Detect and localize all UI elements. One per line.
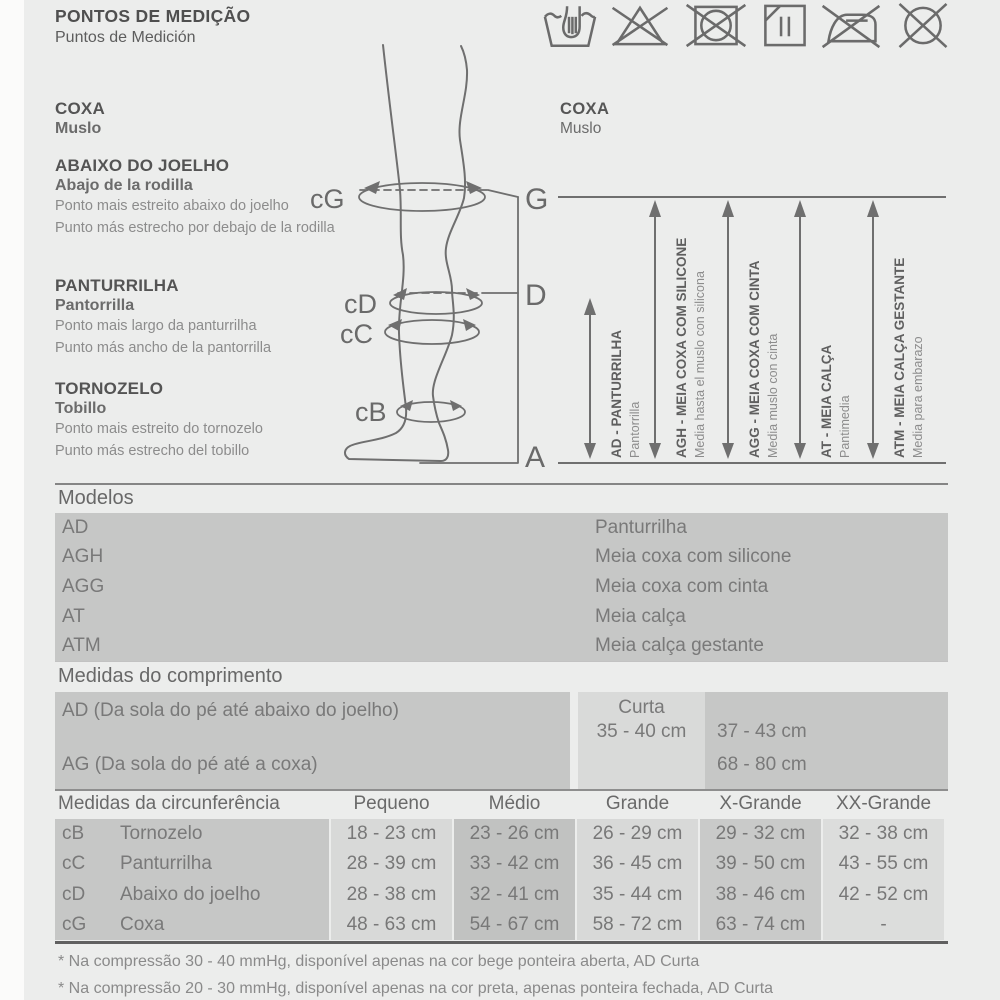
circ-value: 42 - 52 cm [838,883,929,905]
label-cg: cG [310,184,345,214]
circ-row-label [55,819,329,849]
circ-row-label [55,910,329,940]
circ-value: 32 - 38 cm [838,823,929,845]
circ-value: - [880,913,887,935]
right-coxa-subtitle: Muslo [560,120,602,137]
size-header-xgrande: X-Grande [719,793,802,814]
page-title: PONTOS DE MEDIÇÃO [55,6,251,26]
circ-value: 48 - 63 cm [346,913,437,935]
footnote-1: * Na compressão 30 - 40 mmHg, disponível apenas na cor bege ponteira aberta, AD Curta [58,953,700,970]
model-row [55,513,948,543]
model-row [55,602,948,632]
ellipse-arrowheads [364,181,482,411]
page-edge [0,0,24,1000]
right-coxa-title: COXA [560,100,610,118]
divider-modelos [55,483,948,485]
page-header [55,6,250,47]
modelos-title: Modelos [58,487,134,509]
size-header-xxgrande: XX-Grande [835,793,932,814]
divider-comprimento [55,661,948,662]
circumference-labels-column [55,819,329,940]
size-column-grande [577,819,698,940]
point-title: TORNOZELO [55,379,164,398]
model-code: AT [62,605,85,627]
arrow-label-ad: AD - PANTURRILHA [609,330,624,458]
circ-value: 26 - 29 cm [592,823,683,845]
model-row [55,543,948,573]
point-title: PANTURRILHA [55,276,179,295]
circ-name: Coxa [120,913,165,935]
label-cc: cC [340,319,373,349]
divider-bottom [55,941,948,944]
label-cb: cB [355,397,387,427]
circ-value: 54 - 67 cm [469,913,560,935]
footnotes [58,948,773,1000]
circunferencia-title: Medidas da circunferência [58,793,280,814]
circ-code: cG [62,913,87,935]
point-abaixo-joelho [55,156,335,239]
point-tornozelo [55,379,335,462]
letter-d: D [525,279,547,312]
circ-row-label [55,849,329,879]
circ-value: 63 - 74 cm [715,913,806,935]
model-row [55,572,948,602]
model-arrows-diagram [556,185,948,477]
arrow-sublabel-agh: Media hasta el muslo con silicona [693,271,707,458]
circ-value: 18 - 23 cm [346,823,437,845]
arrow-sublabel-atm: Media para embarazo [911,336,925,458]
circ-code: cB [62,823,85,845]
point-desc-es: Punto más ancho de la pantorrilla [55,339,272,356]
point-title: COXA [55,99,105,118]
length-labels-cell [55,692,570,789]
circ-name: Panturrilha [120,853,212,875]
model-name: Meia coxa com silicone [595,546,792,568]
model-code: AD [62,516,89,538]
circ-value: 28 - 39 cm [346,853,437,875]
circ-code: cC [62,853,86,875]
circ-value: 38 - 46 cm [715,883,806,905]
bracket-line [420,197,518,463]
line-g-connector [488,190,518,197]
model-name: Meia calça [595,605,686,627]
circ-value: 39 - 50 cm [715,853,806,875]
arrow-label-at: AT - MEIA CALÇA [819,344,834,458]
circ-value: 23 - 26 cm [469,823,560,845]
size-column-medio [454,819,575,940]
model-name: Panturrilha [595,516,687,538]
point-subtitle: Pantorrilla [55,297,135,314]
size-column-pequeno [331,819,452,940]
circ-value: 29 - 32 cm [715,823,806,845]
length-size-range: 35 - 40 cm [596,721,687,742]
point-subtitle: Tobillo [55,400,107,417]
page-subtitle: Puntos de Medición [55,29,196,46]
circ-name: Tornozelo [120,823,203,845]
circ-row-label [55,880,329,910]
leg-diagram [300,25,560,475]
label-cd: cD [344,289,377,319]
point-panturrilha [55,276,335,359]
comprimento-title: Medidas do comprimento [58,665,283,687]
arrow-sublabel-agg: Media muslo con cinta [766,333,780,458]
length-values-cell [705,692,948,789]
model-code: AGG [62,575,105,597]
letter-g: G [525,183,549,216]
drip-dry-in-shade-icon [760,2,808,49]
point-subtitle: Muslo [55,120,102,137]
size-column-xgrande [700,819,821,940]
right-coxa-label [560,100,609,138]
divider-circunferencia [55,789,948,791]
model-row [55,631,948,661]
point-desc-pt: Ponto mais estreito abaixo do joelho [55,198,289,214]
footnote-2: * Na compressão 20 - 30 mmHg, disponível apenas na cor preta, apenas ponteira fechada, AD Curta [58,980,774,997]
arrow-sublabel-at: Pantimedia [838,395,852,458]
point-title: ABAIXO DO JOELHO [55,156,230,175]
circ-value: 35 - 44 cm [592,883,683,905]
model-code: ATM [62,635,101,657]
model-code: AGH [62,546,104,568]
do-not-iron-icon [819,2,883,49]
point-coxa [55,99,335,139]
circ-value: 43 - 55 cm [838,853,929,875]
circ-value: 36 - 45 cm [592,853,683,875]
size-header-medio: Médio [488,793,541,814]
do-not-dry-clean-icon [894,2,952,49]
arrow-label-agg: AGG - MEIA COXA COM CINTA [747,260,762,458]
circ-value: 58 - 72 cm [592,913,683,935]
length-row-ad: AD (Da sola do pé até abaixo do joelho) [62,700,399,721]
point-subtitle: Abajo de la rodilla [55,177,193,194]
modelos-table [55,513,948,661]
point-desc-es: Punto más estrecho del tobillo [55,442,250,459]
circ-value: 32 - 41 cm [469,883,560,905]
arrow-label-atm: ATM - MEIA CALÇA GESTANTE [892,257,907,458]
circ-value: 33 - 42 cm [469,853,560,875]
circ-value: 28 - 38 cm [346,883,437,905]
size-header-pequeno: Pequeno [353,793,430,814]
point-desc-es: Punto más estrecho por debajo de la rodilla [55,219,335,236]
do-not-bleach-icon [608,2,672,49]
model-name: Meia calça gestante [595,635,764,657]
size-header-grande: Grande [605,793,670,814]
length-size-label: Curta [618,697,665,718]
circ-code: cD [62,883,86,905]
length-ag-range: 68 - 80 cm [717,754,807,775]
do-not-tumble-dry-icon [683,2,749,49]
arrow-label-agh: AGH - MEIA COXA COM SILICONE [674,237,689,458]
length-curta-cell [578,692,705,789]
length-row-ag: AG (Da sola do pé até a coxa) [62,754,318,775]
size-column-xxgrande [823,819,944,940]
letter-a: A [525,441,546,474]
point-desc-pt: Ponto mais largo da panturrilha [55,318,257,334]
length-ad-range: 37 - 43 cm [717,721,807,742]
point-desc-pt: Ponto mais estreito do tornozelo [55,421,263,437]
model-name: Meia coxa com cinta [595,575,769,597]
circ-name: Abaixo do joelho [120,883,261,905]
arrow-sublabel-ad: Pantorrilla [628,401,642,458]
care-symbols-row [543,2,952,49]
